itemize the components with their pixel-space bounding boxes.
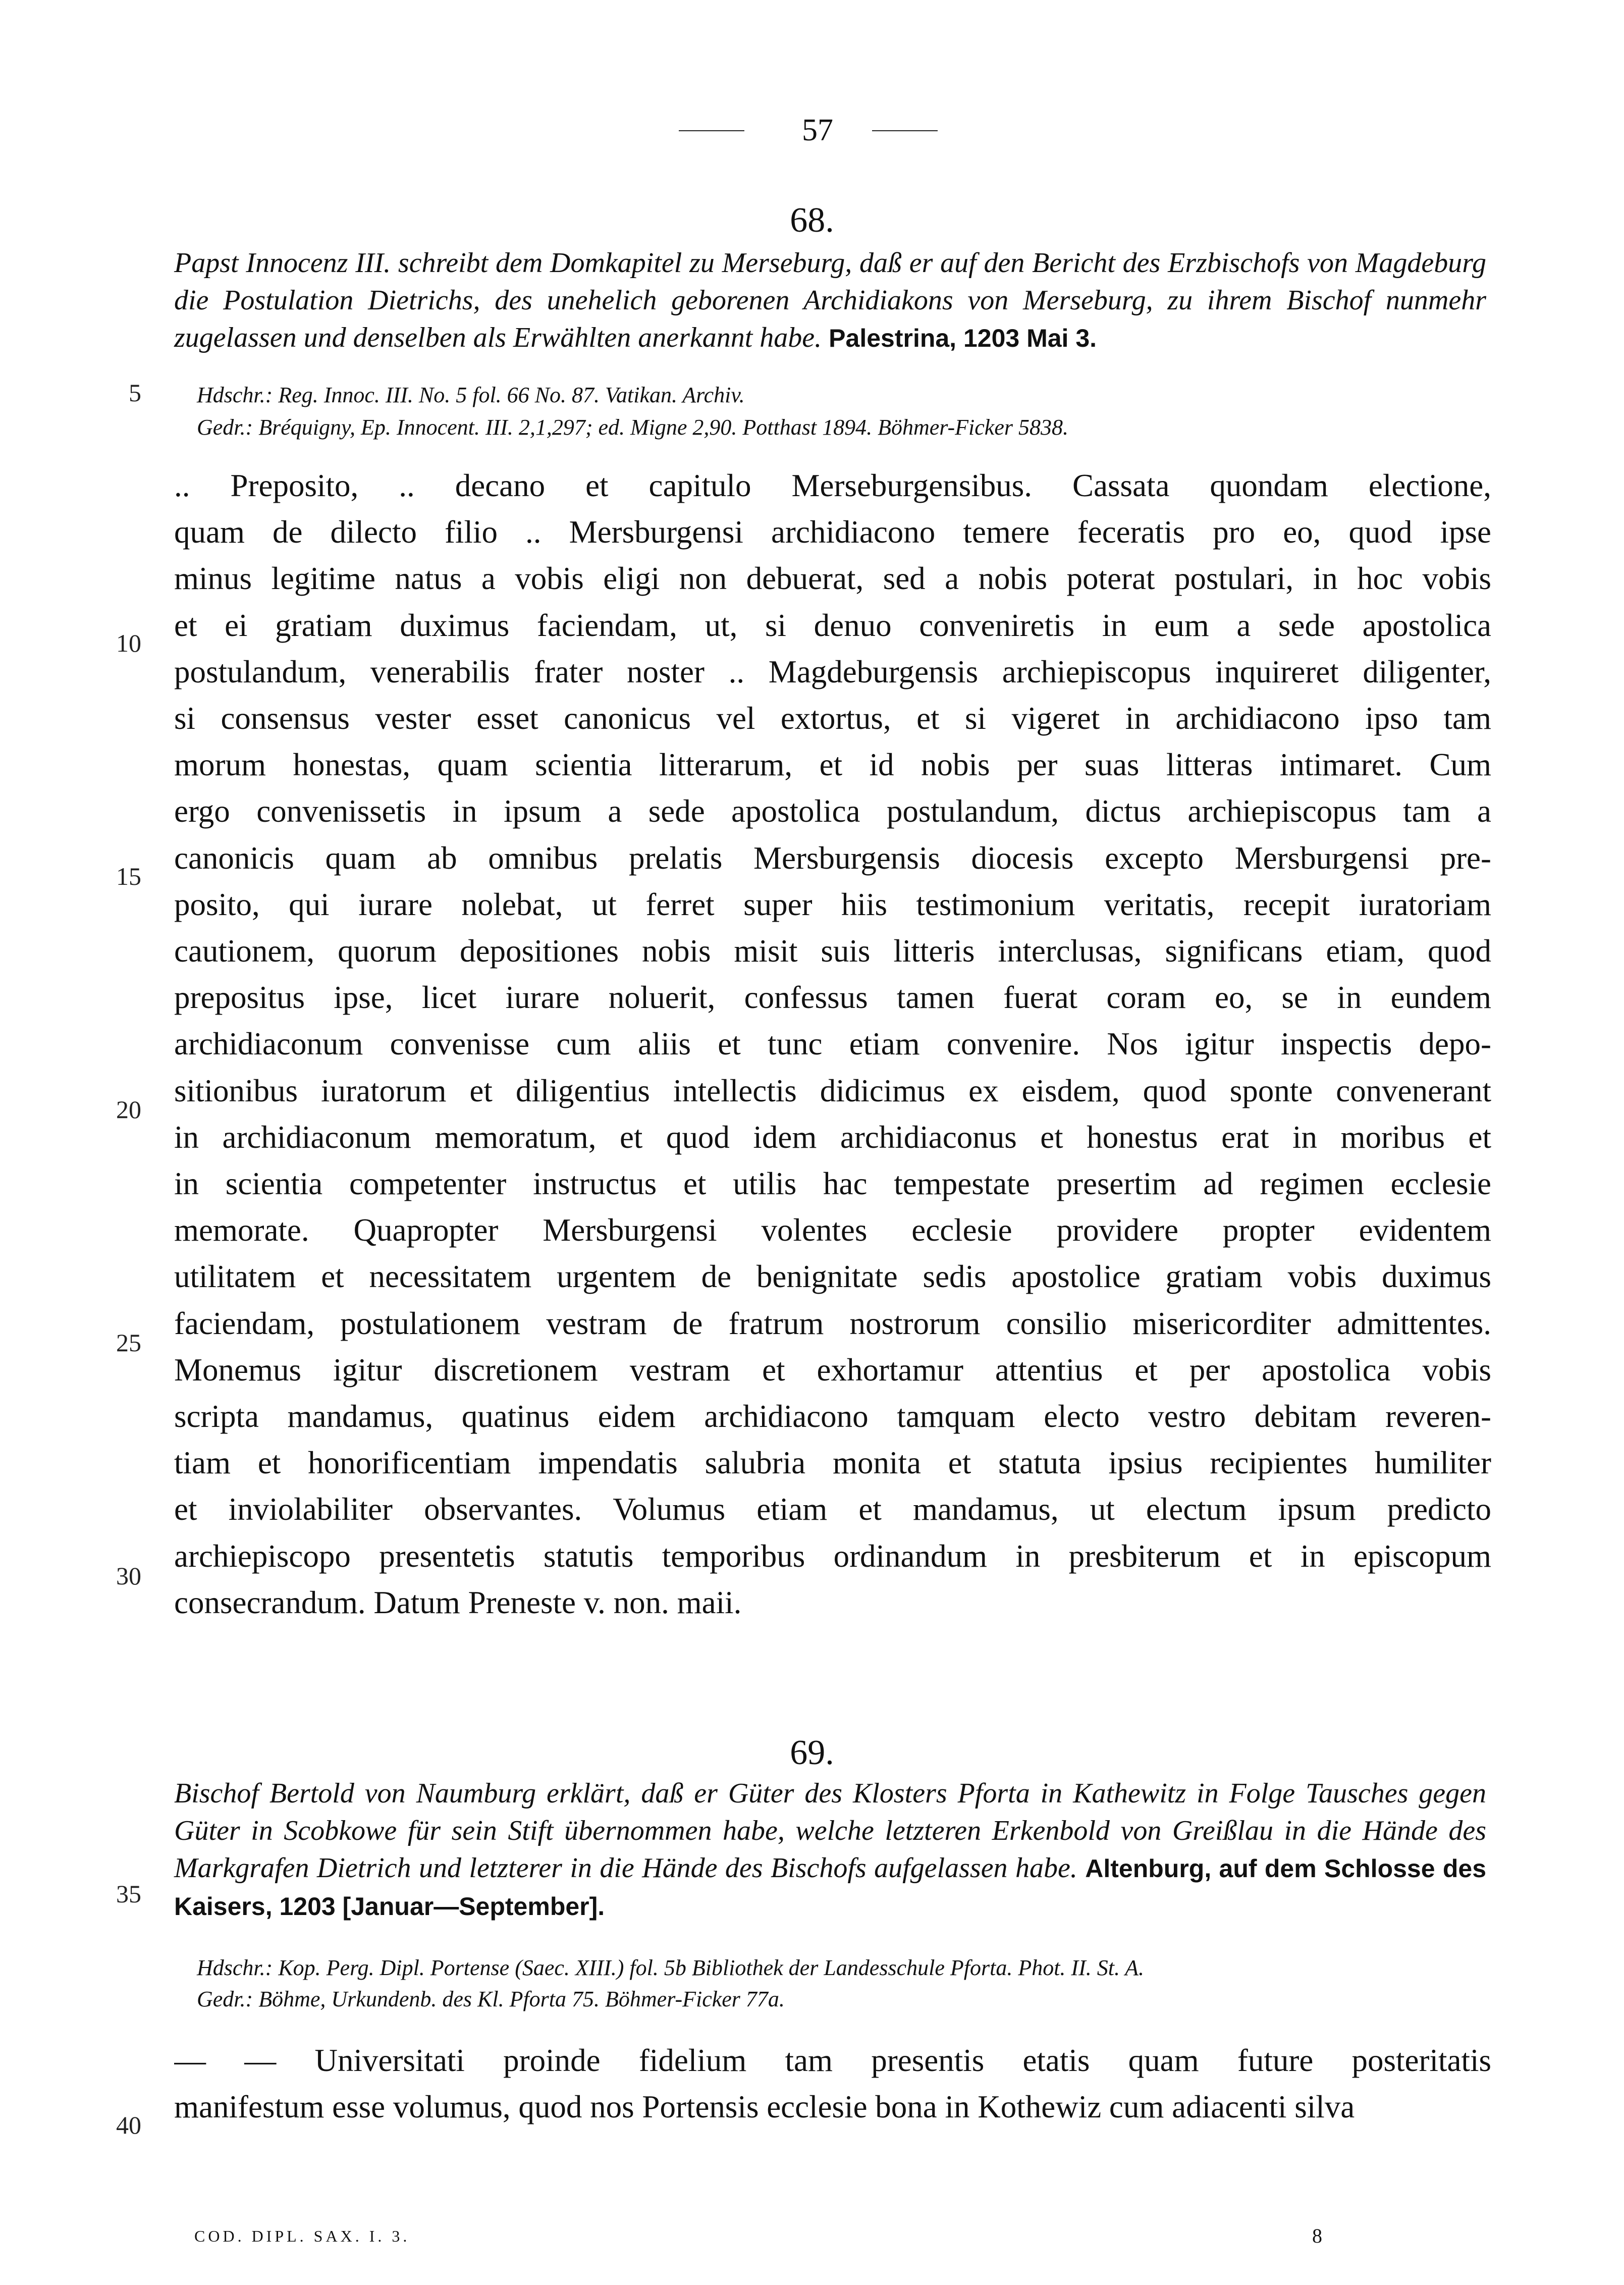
text-line: canonicis quam ab omnibus prelatis Mersburgensis diocesis excepto Mersburgensi pre- bbox=[174, 840, 1491, 876]
doc-69-place-date: Altenburg, auf dem Schlosse des Kaisers, 1203 [Januar—September]. bbox=[174, 1854, 1487, 1921]
line-number: 40 bbox=[116, 2111, 141, 2139]
footer-sheet-number: 8 bbox=[1312, 2224, 1322, 2247]
text-line: quam de dilecto filio .. Mersburgensi archidiacono temere feceratis pro eo, quod ipse bbox=[174, 514, 1491, 550]
header-rule-right bbox=[872, 130, 938, 131]
text-line: et inviolabiliter observantes. Volumus etiam et mandamus, ut electum ipsum predicto bbox=[174, 1492, 1491, 1527]
doc-69-regest bbox=[174, 1775, 1486, 1925]
doc-69-gedruckt: Gedr.: Böhme, Urkundenb. des Kl. Pforta 75. Böhmer-Ficker 77a. bbox=[197, 1987, 785, 2011]
text-line: cautionem, quorum depositiones nobis misit suis litteris interclusas, significans etiam, quod bbox=[174, 933, 1491, 969]
doc-69-body bbox=[174, 2037, 1491, 2130]
doc-69-handschrift: Hdschr.: Kop. Perg. Dipl. Portense (Saec. XIII.) fol. 5b Bibliothek der Landesschule Pforta. Phot. II. St. A. bbox=[197, 1955, 1145, 1980]
footer-signature: COD. DIPL. SAX. I. 3. bbox=[194, 2227, 410, 2245]
text-line: memorate. Quapropter Mersburgensi volentes ecclesie providere propter evidentem bbox=[174, 1212, 1491, 1248]
line-number: 15 bbox=[116, 862, 141, 890]
doc-68-handschrift: Hdschr.: Reg. Innoc. III. No. 5 fol. 66 No. 87. Vatikan. Archiv. bbox=[197, 383, 745, 407]
text-line: Monemus igitur discretionem vestram et exhortamur attentius et per apostolica vobis bbox=[174, 1352, 1491, 1388]
line-number: 10 bbox=[116, 629, 141, 657]
text-line: faciendam, postulationem vestram de fratrum nostrorum consilio misericorditer admittentes. bbox=[174, 1305, 1491, 1341]
text-line: morum honestas, quam scientia litterarum, et id nobis per suas litteras intimaret. Cum bbox=[174, 747, 1491, 783]
text-line: .. Preposito, .. decano et capitulo Merseburgensibus. Cassata quondam electione, bbox=[174, 468, 1491, 503]
text-line: archiepiscopo presentetis statutis temporibus ordinandum in presbiterum et in episcopum bbox=[174, 1538, 1491, 1574]
doc-68-regest-text: Papst Innocenz III. schreibt dem Domkapitel zu Merseburg, daß er auf den Bericht des Erzbischofs von Magdeburg die Postulation Dietrichs, des unehelich geborenen Archidiakons von Merseburg, zu ihrem Bischof nunmehr zugelassen und denselben als Erwählten anerkannt habe. bbox=[174, 247, 1486, 353]
doc-68-number: 68. bbox=[790, 201, 834, 240]
page-header bbox=[0, 110, 1624, 150]
line-number: 20 bbox=[116, 1095, 141, 1124]
text-line: si consensus vester esset canonicus vel extortus, et si vigeret in archidiacono ipso tam bbox=[174, 701, 1491, 736]
text-line: et ei gratiam duximus faciendam, ut, si denuo conveniretis in eum a sede apostolica bbox=[174, 607, 1491, 643]
text-line: in archidiaconum memoratum, et quod idem archidiaconus et honestus erat in moribus et bbox=[174, 1119, 1491, 1155]
text-line: prepositus ipse, licet iurare noluerit, confessus tamen fuerat coram eo, se in eundem bbox=[174, 980, 1491, 1016]
line-number: 30 bbox=[116, 1562, 141, 1590]
text-line: sitionibus iuratorum et diligentius intellectis didicimus ex eisdem, quod sponte convenerant bbox=[174, 1073, 1491, 1108]
line-number: 25 bbox=[116, 1329, 141, 1357]
doc-68-place-date: Palestrina, 1203 Mai 3. bbox=[829, 324, 1097, 352]
text-line: postulandum, venerabilis frater noster .. Magdeburgensis archiepiscopus inquireret diligenter, bbox=[174, 654, 1491, 689]
text-line: tiam et honorificentiam impendatis salubria monita et statuta ipsius recipientes humiliter bbox=[174, 1445, 1491, 1481]
text-line: minus legitime natus a vobis eligi non debuerat, sed a nobis poterat postulari, in hoc vobis bbox=[174, 561, 1491, 597]
doc-68-body bbox=[174, 462, 1491, 1626]
doc-68-gedruckt: Gedr.: Bréquigny, Ep. Innocent. III. 2,1,297; ed. Migne 2,90. Potthast 1894. Böhmer-Ficker 5838. bbox=[197, 415, 1068, 440]
line-number: 35 bbox=[116, 1880, 141, 1908]
text-line: ergo convenissetis in ipsum a sede apostolica postulandum, dictus archiepiscopus tam a bbox=[174, 793, 1491, 829]
text-line: scripta mandamus, quatinus eidem archidiacono tamquam electo vestro debitam reveren- bbox=[174, 1399, 1491, 1434]
text-line: utilitatem et necessitatem urgentem de benignitate sedis apostolice gratiam vobis duximus bbox=[174, 1259, 1491, 1295]
doc-68-regest bbox=[174, 244, 1486, 357]
page-number: 57 bbox=[802, 113, 833, 147]
page-footer bbox=[0, 2221, 1624, 2251]
text-line: archidiaconum convenisse cum aliis et tunc etiam convenire. Nos igitur inspectis depo- bbox=[174, 1026, 1491, 1062]
line-number: 5 bbox=[129, 379, 141, 407]
doc-69-regest-text: Bischof Bertold von Naumburg erklärt, daß er Güter des Klosters Pforta in Kathewitz in Folge Tausches gegen Güter in Scobkowe für sein Stift übernommen habe, welche letzteren Erkenbold von Greißlau in die Hände des Markgrafen Dietrich und letzterer in die Hände des Bischofs aufgelassen habe. bbox=[174, 1778, 1486, 1884]
text-line: posito, qui iurare nolebat, ut ferret super hiis testimonium veritatis, recepit iuratoriam bbox=[174, 886, 1491, 922]
text-line: manifestum esse volumus, quod nos Portensis ecclesie bona in Kothewiz cum adiacenti silva bbox=[174, 2089, 1355, 2125]
text-line: — — Universitati proinde fidelium tam presentis etatis quam future posteritatis bbox=[174, 2043, 1491, 2078]
doc-69-number: 69. bbox=[790, 1733, 834, 1772]
text-line: consecrandum. Datum Preneste v. non. maii. bbox=[174, 1584, 742, 1620]
text-line: in scientia competenter instructus et utilis hac tempestate presertim ad regimen ecclesie bbox=[174, 1166, 1491, 1202]
header-rule-left bbox=[679, 130, 744, 131]
